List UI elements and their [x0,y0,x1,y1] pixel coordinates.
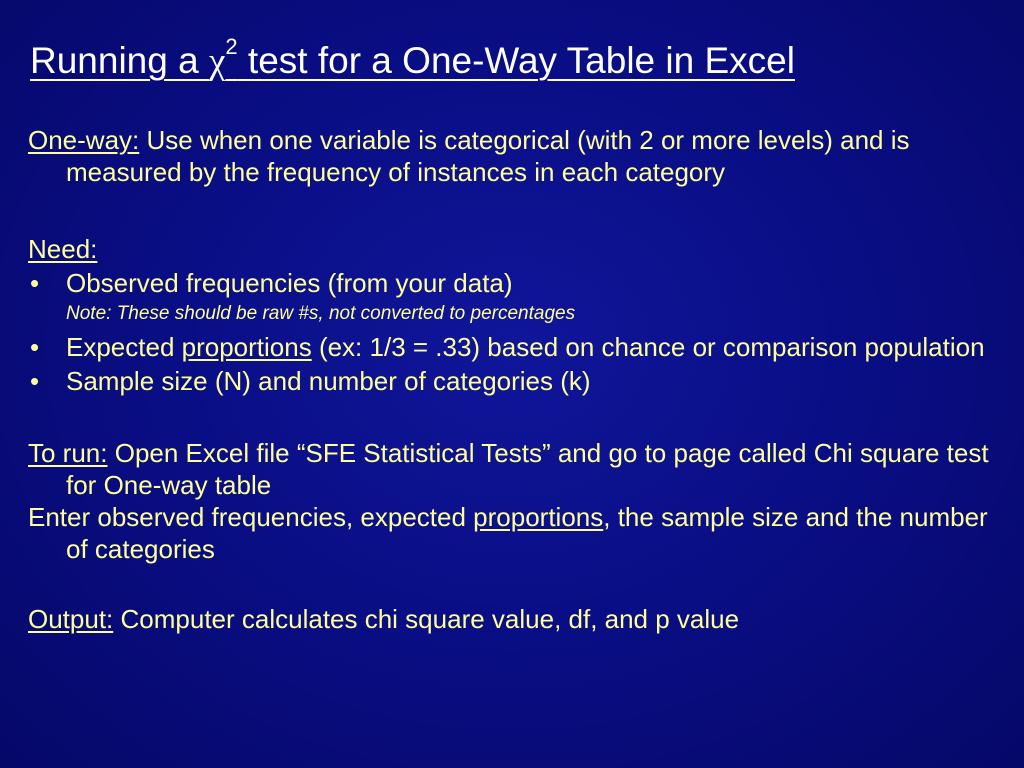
bullet-icon: • [30,268,40,298]
oneway-paragraph [28,124,1008,188]
proportions-emphasis: proportions [473,502,604,532]
title-prefix: Running a [30,40,209,81]
need-note: Note: These should be raw #s, not converted to percentages [66,303,576,324]
enter-text-post: , the sample size and the number of categories [66,502,988,564]
proportions-emphasis: proportions [181,332,312,362]
torun-text: Open Excel file “SFE Statistical Tests” and go to page called Chi square test for One-way table [66,438,989,500]
bullet-text: Observed frequencies (from your data) [66,268,513,298]
oneway-text: Use when one variable is categorical (with 2 or more levels) and is measured by the frequency of instances in each category [66,125,910,187]
title-superscript: 2 [225,34,238,59]
bullet-icon: • [30,332,40,362]
chi-symbol: χ [208,41,226,82]
torun-label: To run: [28,438,108,468]
torun-paragraph [28,437,1008,501]
need-bullet-sample [28,365,1008,397]
need-bullet-expected [28,331,1008,363]
bullet-text: Sample size (N) and number of categories (k) [66,366,591,396]
need-label: Need: [28,234,98,264]
need-bullet-observed [28,267,1008,299]
bullet-text-post: (ex: 1/3 = .33) based on chance or comparison population [311,332,985,362]
bullet-icon: • [30,366,40,396]
bullet-text-pre: Expected [66,332,182,362]
enter-paragraph [28,501,1008,565]
output-label: Output: [28,604,114,634]
slide-body [28,124,1008,635]
slide-title [30,34,795,83]
title-suffix: test for a One-Way Table in Excel [237,40,795,81]
need-heading [28,233,1008,265]
output-paragraph [28,603,1008,635]
oneway-label: One-way: [28,125,140,155]
output-text: Computer calculates chi square value, df, and p value [113,604,740,634]
enter-text-pre: Enter observed frequencies, expected [28,502,474,532]
